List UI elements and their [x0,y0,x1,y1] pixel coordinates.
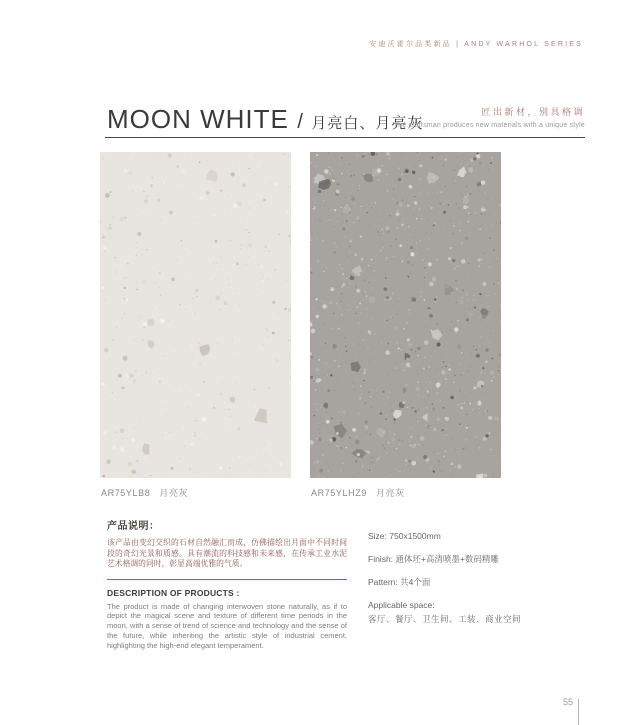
tagline-chinese: 匠出新材，别具格调 [481,107,585,117]
spec-list [368,532,568,638]
spec-value: 750x1500mm [389,531,441,541]
spec-label: Applicable space: [368,600,435,610]
page-number-rule [578,699,579,725]
product-code: AR75YLB8 [101,488,151,498]
spec-label: Size: [368,531,387,541]
product-name: 月亮灰 [375,488,405,498]
description-section [107,517,347,650]
tagline [394,105,585,129]
description-body-en: The product is made of changing interwoven stone naturally, as if to depict the magical scene and texture of different time periods in the moon, with a sense of trend of science and technology and the sense of the future, while inheriting the artistic style of industrial cement, highlighting the high-end elegant temperament. [107,601,347,650]
product-tile-moon-white [100,152,291,478]
spec-value: 客厅、餐厅、卫生间、工装、商业空间 [368,614,522,624]
spec-pattern [368,578,568,587]
product-caption-left [101,486,188,499]
title-separator: / [297,111,303,133]
title-chinese: 月亮白、月亮灰 [311,115,424,132]
product-caption-right [311,486,405,499]
spec-finish [368,555,568,564]
description-divider [107,579,347,580]
tile-texture-left [100,152,291,478]
spec-size [368,532,568,541]
page-number: 55 [563,697,574,707]
title-divider [105,137,585,138]
description-title-en: DESCRIPTION OF PRODUCTS : [107,587,240,598]
product-name: 月亮灰 [159,488,189,498]
tile-texture-right [310,152,501,478]
title-english: MOON WHITE [107,104,289,134]
spec-label: Finish: [368,554,394,564]
spec-value: 共4个面 [400,577,431,587]
description-title-zh: 产品说明： [107,521,160,532]
spec-value: 通体坯+高清喷墨+数码精雕 [395,554,499,564]
product-code: AR75YLHZ9 [311,488,367,498]
spec-applicable-space [368,601,568,624]
spec-label: Pattern: [368,577,398,587]
description-body-zh: 该产品由变幻交织的石材自然融汇而成，仿佛描绘出月面中不同时间段的奇幻光景和质感。具有潮流的科技感和未来感，在传承工业水泥艺术格调的同时，彰显高端优雅的气质。 [107,538,347,568]
tagline-english: The craftsman produces new materials with a unique style [393,122,585,129]
series-header: 安迪沃霍尔品类新品 | ANDY WARHOL SERIES [369,41,583,48]
product-tile-moon-gray [310,152,501,478]
